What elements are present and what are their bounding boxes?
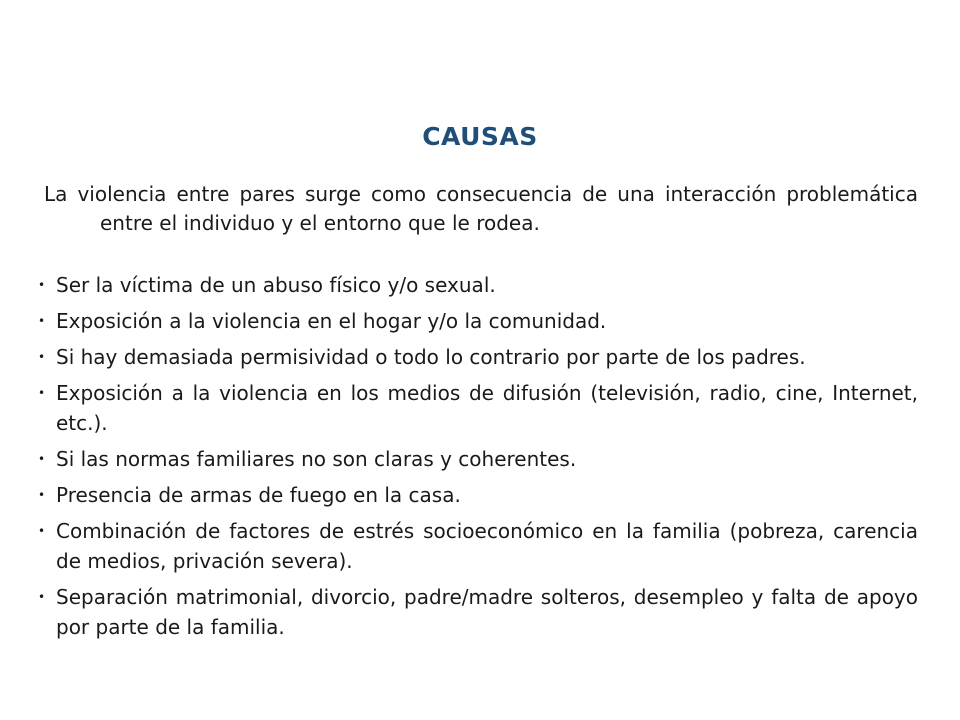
list-item <box>38 342 918 372</box>
bullet-icon: • <box>38 524 46 538</box>
list-item <box>38 516 918 576</box>
list-item-text: Si hay demasiada permisividad o todo lo contrario por parte de los padres. <box>56 345 806 369</box>
bullet-icon: • <box>38 314 46 328</box>
list-item-text: Exposición a la violencia en los medios de difusión (televisión, radio, cine, Internet, etc.). <box>56 381 918 435</box>
bullet-icon: • <box>38 350 46 364</box>
bullet-icon: • <box>38 488 46 502</box>
list-item <box>38 480 918 510</box>
list-item <box>38 270 918 300</box>
list-item <box>38 306 918 336</box>
list-item-text: Presencia de armas de fuego en la casa. <box>56 483 461 507</box>
bullet-icon: • <box>38 590 46 604</box>
intro-paragraph: La violencia entre pares surge como consecuencia de una interacción problemática entre el individuo y el entorno que le rodea. <box>44 182 918 235</box>
list-item-text: Exposición a la violencia en el hogar y/o la comunidad. <box>56 309 607 333</box>
list-item <box>38 582 918 642</box>
bullet-icon: • <box>38 452 46 466</box>
list-item-text: Combinación de factores de estrés socioeconómico en la familia (pobreza, carencia de medios, privación severa). <box>56 519 918 573</box>
list-item-text: Ser la víctima de un abuso físico y/o sexual. <box>56 273 496 297</box>
bullet-icon: • <box>38 386 46 400</box>
list-item <box>38 444 918 474</box>
slide-title: CAUSAS <box>422 122 538 151</box>
list-item-text: Si las normas familiares no son claras y coherentes. <box>56 447 577 471</box>
list-item-text: Separación matrimonial, divorcio, padre/madre solteros, desempleo y falta de apoyo por parte de la familia. <box>56 585 918 639</box>
causes-list <box>38 270 918 648</box>
bullet-icon: • <box>38 278 46 292</box>
list-item <box>38 378 918 438</box>
